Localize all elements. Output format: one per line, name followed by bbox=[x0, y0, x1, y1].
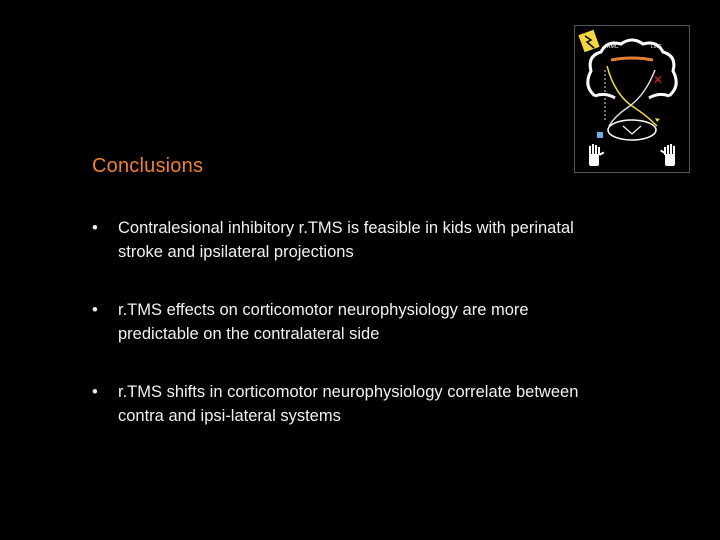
left-hemisphere-label: RMC bbox=[607, 44, 619, 50]
bullet-item bbox=[92, 216, 592, 264]
bullet-marker: • bbox=[92, 219, 98, 237]
bullet-text: Contralesional inhibitory r.TMS is feasible in kids with perinatal stroke and ipsilateral projections bbox=[118, 219, 574, 261]
spinal-cord bbox=[608, 120, 656, 140]
bullet-marker: • bbox=[92, 383, 98, 401]
bullet-item bbox=[92, 298, 592, 346]
left-hand-icon bbox=[589, 144, 604, 166]
brain-diagram-svg bbox=[575, 26, 689, 172]
brain-outline bbox=[588, 40, 676, 96]
bullet-list bbox=[92, 216, 592, 462]
bullet-text: r.TMS effects on corticomotor neurophysiology are more predictable on the contralateral side bbox=[118, 301, 529, 343]
bullet-marker: • bbox=[92, 301, 98, 319]
corpus-callosum bbox=[611, 58, 653, 60]
tms-lightning-icon bbox=[578, 30, 599, 52]
lesion-marker: ✕ bbox=[653, 73, 664, 87]
slide-title: Conclusions bbox=[92, 155, 204, 177]
stimulus-marker bbox=[597, 132, 603, 138]
right-hemisphere-label: LMC bbox=[651, 44, 662, 50]
right-hand-icon bbox=[660, 144, 675, 166]
bullet-text: r.TMS shifts in corticomotor neurophysiology correlate between contra and ipsi-lateral systems bbox=[118, 383, 579, 425]
brain-pathway-diagram bbox=[574, 25, 690, 173]
bullet-item bbox=[92, 380, 592, 428]
